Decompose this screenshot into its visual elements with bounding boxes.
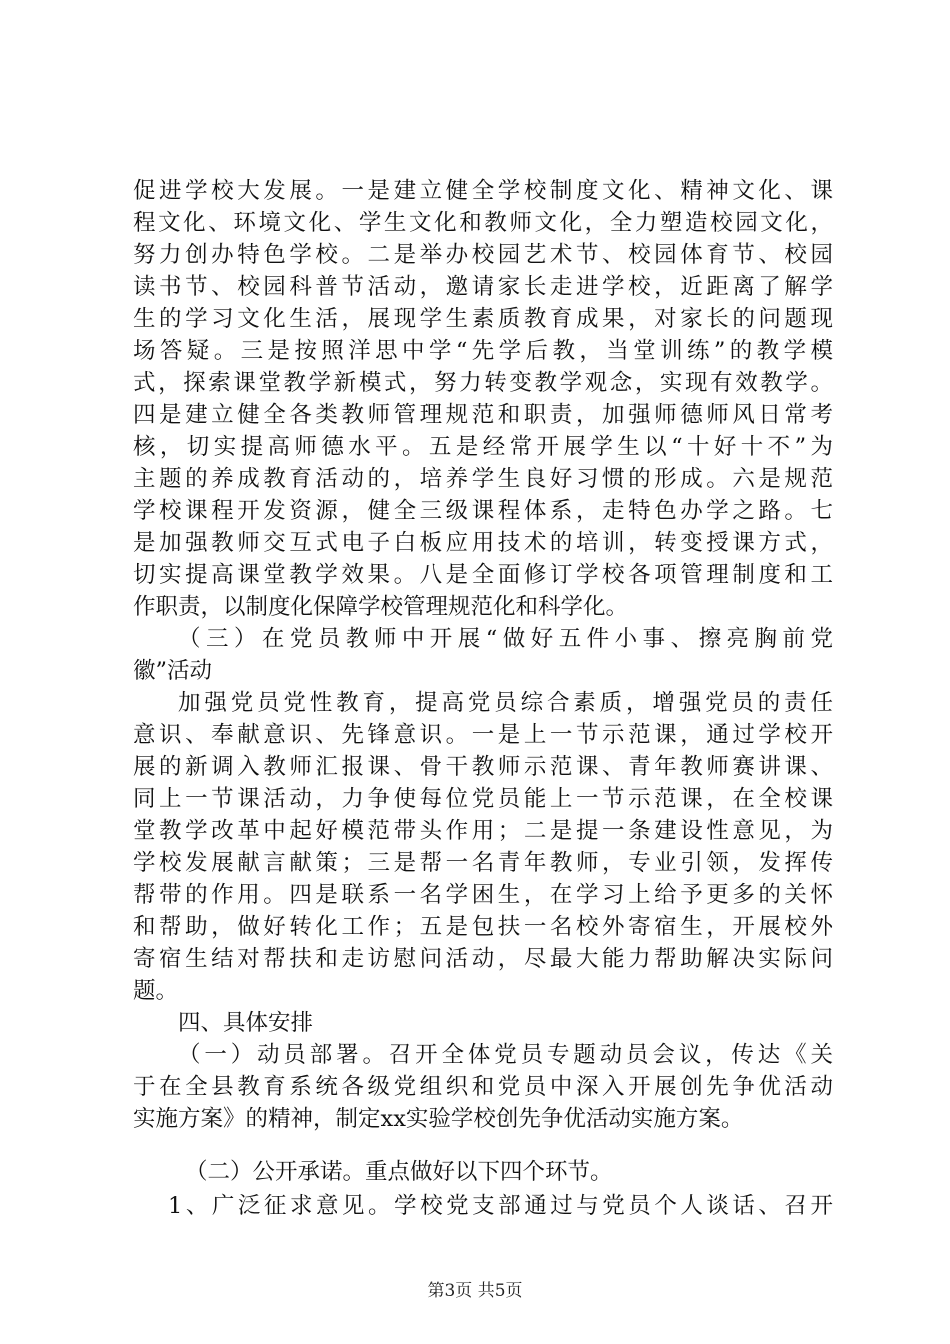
paragraph-line-4: 同上一节课活动，力争使每位党员能上一节示范课，在全校课 bbox=[133, 786, 833, 812]
section-heading-arrangement: 四、具体安排 bbox=[178, 1010, 314, 1036]
paragraph-line-7: 帮带的作用。四是联系一名学困生，在学习上给予更多的关怀 bbox=[133, 882, 833, 908]
body-line-5: 生的学习文化生活，展现学生素质教育成果，对家长的问题现 bbox=[133, 306, 833, 332]
paragraph-line-3: 展的新调入教师汇报课、骨干教师示范课、青年教师赛讲课、 bbox=[133, 754, 833, 780]
body-line-2: 程文化、环境文化、学生文化和教师文化，全力塑造校园文化， bbox=[133, 210, 833, 236]
mobilization-line-1: （一）动员部署。召开全体党员专题动员会议，传达《关 bbox=[178, 1042, 833, 1068]
body-line-4: 读书节、校园科普节活动，邀请家长走进学校，近距离了解学 bbox=[133, 274, 833, 300]
paragraph-line-8: 和帮助，做好转化工作；五是包扶一名校外寄宿生，开展校外 bbox=[133, 914, 833, 940]
paragraph-line-2: 意识、奉献意识、先锋意识。一是上一节示范课，通过学校开 bbox=[133, 722, 833, 748]
body-line-7: 式，探索课堂教学新模式，努力转变教学观念，实现有效教学。 bbox=[133, 370, 833, 396]
mobilization-line-2: 于在全县教育系统各级党组织和党员中深入开展创先争优活动 bbox=[133, 1074, 833, 1100]
paragraph-line-10: 题。 bbox=[133, 978, 179, 1004]
section-heading-line-1: （三）在党员教师中开展“做好五件小事、擦亮胸前党 bbox=[178, 626, 833, 652]
mobilization-line-3: 实施方案》的精神，制定xx实验学校创先争优活动实施方案。 bbox=[133, 1106, 744, 1132]
commitment-heading: （二）公开承诺。重点做好以下四个环节。 bbox=[185, 1159, 613, 1185]
paragraph-line-9: 寄宿生结对帮扶和走访慰问活动，尽最大能力帮助解决实际问 bbox=[133, 946, 833, 972]
paragraph-line-5: 堂教学改革中起好模范带头作用；二是提一条建设性意见，为 bbox=[133, 818, 833, 844]
page-number-footer: 第3页 共5页 bbox=[427, 1281, 523, 1301]
body-line-11: 学校课程开发资源，健全三级课程体系，走特色办学之路。七 bbox=[133, 498, 833, 524]
body-line-6: 场答疑。三是按照洋思中学“先学后教，当堂训练”的教学模 bbox=[133, 338, 833, 364]
commitment-item-1: 1、广泛征求意见。学校党支部通过与党员个人谈话、召开 bbox=[168, 1193, 833, 1219]
section-heading-line-2: 徽”活动 bbox=[133, 658, 213, 684]
paragraph-line-1: 加强党员党性教育，提高党员综合素质，增强党员的责任 bbox=[178, 690, 833, 716]
body-line-13: 切实提高课堂教学效果。八是全面修订学校各项管理制度和工 bbox=[133, 562, 833, 588]
body-line-14: 作职责，以制度化保障学校管理规范化和科学化。 bbox=[133, 594, 629, 620]
body-line-8: 四是建立健全各类教师管理规范和职责，加强师德师风日常考 bbox=[133, 402, 833, 428]
body-line-1: 促进学校大发展。一是建立健全学校制度文化、精神文化、课 bbox=[133, 178, 833, 204]
body-line-3: 努力创办特色学校。二是举办校园艺术节、校园体育节、校园 bbox=[133, 242, 833, 268]
body-line-12: 是加强教师交互式电子白板应用技术的培训，转变授课方式， bbox=[133, 530, 833, 556]
body-line-10: 主题的养成教育活动的，培养学生良好习惯的形成。六是规范 bbox=[133, 466, 833, 492]
paragraph-line-6: 学校发展献言献策；三是帮一名青年教师，专业引领，发挥传 bbox=[133, 850, 833, 876]
body-line-9: 核，切实提高师德水平。五是经常开展学生以“十好十不”为 bbox=[133, 434, 833, 460]
